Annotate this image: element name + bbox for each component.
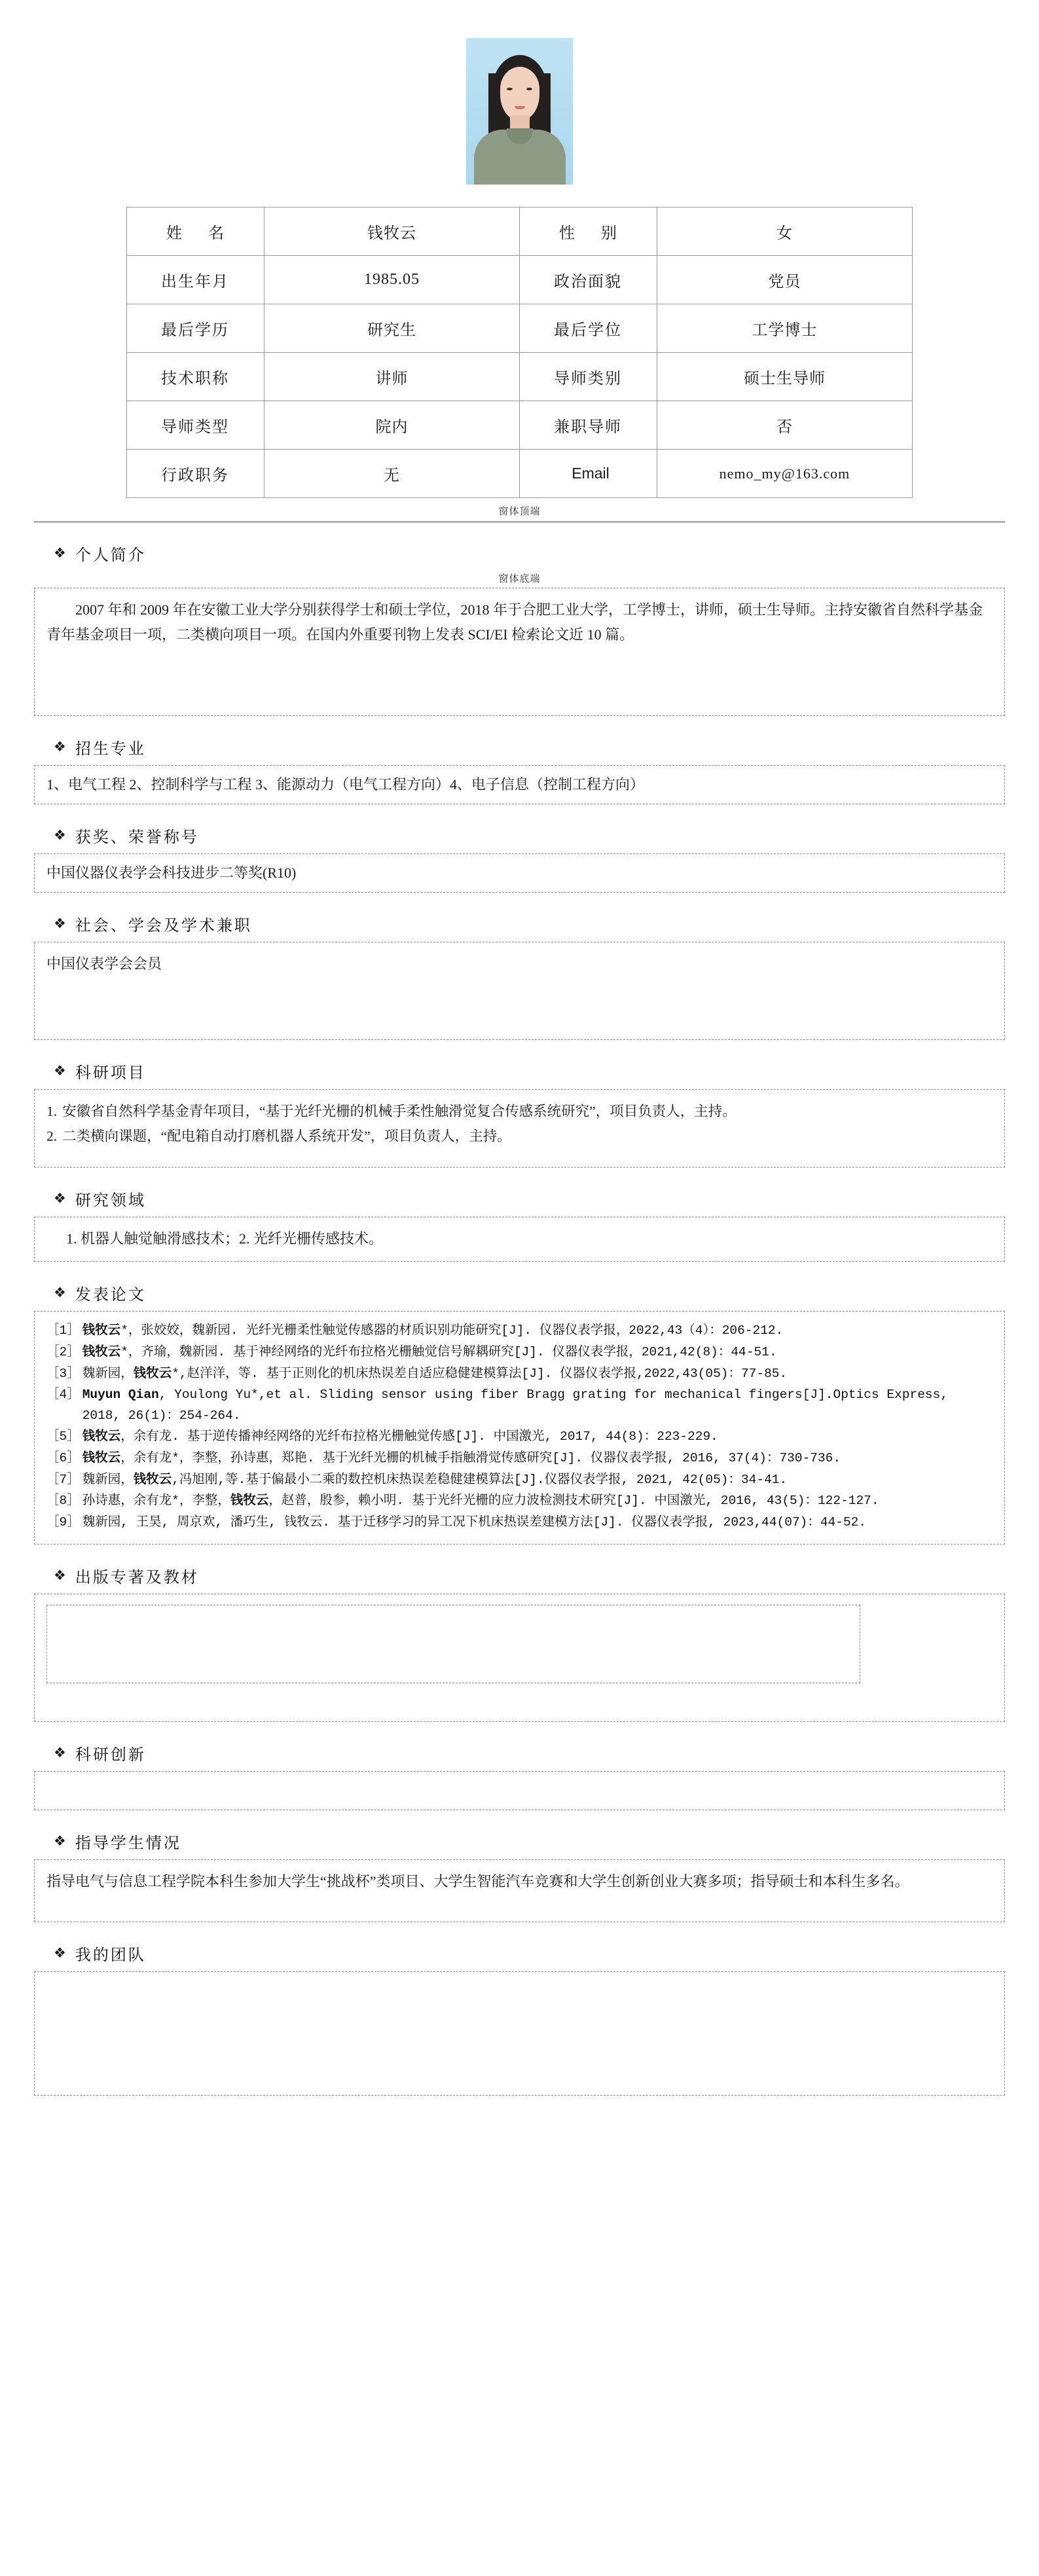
label-degree: 最后学位 [520,304,657,353]
section-title-profile: 个人简介 [75,547,146,564]
section-header-projects [54,1060,1005,1082]
table-row [127,401,913,450]
face-shape [500,67,539,120]
info-table-container [0,207,1039,498]
bullet-icon: ❖ [54,1567,66,1584]
publication-text: Muyun Qian, Youlong Yu*,et al. Sliding sensor using fiber Bragg grating for mechanical fingers[J].Optics Express, 2018, 26(1)：254-264. [82,1387,949,1423]
label-parttime-supervisor: 兼职导师 [520,401,657,450]
section-header-students [54,1830,1005,1853]
bullet-icon: ❖ [54,1745,66,1761]
students-text: 指导电气与信息工程学院本科生参加大学生“挑战杯”类项目、大学生智能汽车竞赛和大学生创新创业大赛多项；指导硕士和本科生多名。 [46,1873,909,1890]
publication-text: 魏新园，钱牧云,冯旭刚,等.基于偏最小二乘的数控机床热误差稳健建模算法[J].仪器仪表学报, 2021, 42(05)：34-41. [82,1472,788,1487]
label-birth: 出生年月 [127,256,264,304]
innovation-box [34,1771,1005,1810]
label-email: Email [520,450,657,498]
section-title-research-fields: 研究领域 [75,1192,146,1209]
publication-item [46,1491,993,1512]
publication-index: ［8］ [46,1494,80,1509]
publication-item [46,1364,993,1385]
social-text: 中国仪表学会会员 [46,955,162,972]
bullet-icon: ❖ [54,1945,66,1961]
photo-container [0,38,1039,185]
table-row [127,353,913,401]
section-header-awards [54,824,1005,847]
publication-item [46,1321,993,1342]
table-row [127,450,913,498]
publications-box [34,1311,1005,1545]
awards-box [34,853,1005,893]
value-name: 钱牧云 [264,207,520,256]
bullet-icon: ❖ [54,739,66,755]
publication-index: ［4］ [46,1387,80,1403]
section-title-students: 指导学生情况 [75,1835,181,1853]
table-row [127,207,913,256]
label-supervisor-category: 导师类别 [520,353,657,401]
label-name: 姓 名 [127,207,264,256]
projects-box [34,1089,1005,1168]
portrait-photo [466,38,573,185]
publication-item [46,1448,993,1469]
list-item [46,1099,993,1124]
value-title: 讲师 [264,353,520,401]
publication-item [46,1427,993,1448]
bullet-icon: ❖ [54,827,66,843]
section-header-research-fields [54,1187,1005,1210]
label-education: 最后学历 [127,304,264,353]
publication-index: ［6］ [46,1450,80,1465]
bullet-icon: ❖ [54,1285,66,1301]
publication-index: ［5］ [46,1429,80,1444]
project-text: 二类横向课题，“配电箱自动打磨机器人系统开发”，项目负责人，主持。 [62,1128,511,1145]
publication-text: 钱牧云*，张姣姣，魏新园. 光纤光栅柔性触觉传感器的材质识别功能研究[J]. 仪器仪表学报，2022,43（4）：206-212. [82,1323,784,1338]
value-email: nemo_my@163.com [657,450,913,498]
section-title-innovation: 科研创新 [75,1747,146,1764]
section-title-team: 我的团队 [75,1947,146,1965]
section-title-awards: 获奖、荣誉称号 [75,829,199,846]
value-parttime-supervisor: 否 [657,401,913,450]
students-box [34,1859,1005,1922]
bullet-icon: ❖ [54,545,66,561]
publication-text: 魏新园, 王昊, 周京欢, 潘巧生, 钱牧云. 基于迁移学习的异工况下机床热误差建模方法[J]. 仪器仪表学报, 2023,44(07)：44-52. [82,1514,867,1530]
publication-index: ［7］ [46,1472,80,1487]
label-supervisor-type: 导师类型 [127,401,264,450]
publication-item [46,1342,993,1363]
eye-left [507,88,513,90]
publication-index: ［1］ [46,1323,80,1338]
project-text: 安徽省自然科学基金青年项目，“基于光纤光栅的机械手柔性触滑觉复合传感系统研究”，项目负责人，主持。 [62,1103,737,1119]
publication-text: 孙诗惠，余有龙*，李整，钱牧云，赵普，殷参，赖小明. 基于光纤光栅的应力波检测技术研究[J]. 中国激光, 2016, 43(5)：122-127. [82,1494,879,1509]
section-header-profile [54,542,1005,565]
project-index: 2. [46,1128,58,1145]
social-box [34,942,1005,1040]
label-title: 技术职称 [127,353,264,401]
books-inner-box [46,1605,860,1683]
team-box [34,1971,1005,2096]
bullet-icon: ❖ [54,1833,66,1850]
bullet-icon: ❖ [54,1062,66,1079]
publication-index: ［3］ [46,1366,80,1381]
section-header-majors [54,736,1005,759]
profile-text: 2007 年和 2009 年在安徽工业大学分别获得学士和硕士学位，2018 年于合肥工业大学，工学博士，讲师，硕士生导师。主持安徽省自然科学基金青年基金项目一项，二类横向项目一项。在国内外重要刊物上发表 SCI/EI 检索论文近 10 篇。 [46,601,983,643]
publication-item [46,1470,993,1491]
label-admin-post: 行政职务 [127,450,264,498]
project-index: 1. [46,1103,58,1119]
publication-index: ［2］ [46,1345,80,1360]
books-box [34,1594,1005,1722]
value-political-status: 党员 [657,256,913,304]
awards-text: 中国仪器仪表学会科技进步二等奖(R10) [46,864,297,881]
table-row [127,304,913,353]
majors-box [34,765,1005,804]
table-row [127,256,913,304]
publication-index: ［9］ [46,1514,80,1530]
value-supervisor-type: 院内 [264,401,520,450]
bullet-icon: ❖ [54,1190,66,1206]
section-header-publications [54,1281,1005,1304]
bullet-icon: ❖ [54,915,66,931]
label-gender: 性 别 [520,207,657,256]
profile-box [34,588,1005,716]
section-title-social: 社会、学会及学术兼职 [75,917,252,935]
value-degree: 工学博士 [657,304,913,353]
section-title-books: 出版专著及教材 [75,1569,199,1587]
eye-right [526,88,532,90]
value-admin-post: 无 [264,450,520,498]
value-education: 研究生 [264,304,520,353]
publication-text: 钱牧云，余有龙. 基于逆传播神经网络的光纤布拉格光栅触觉传感[J]. 中国激光, 2017, 44(8)：223-229. [82,1429,718,1444]
section-header-books [54,1564,1005,1587]
majors-text: 1、电气工程 2、控制科学与工程 3、能源动力（电气工程方向）4、电子信息（控制工程方向） [46,776,645,793]
section-header-innovation [54,1742,1005,1764]
label-political-status: 政治面貌 [520,256,657,304]
section-title-projects: 科研项目 [75,1064,146,1082]
section-header-team [54,1942,1005,1965]
personal-info-table [126,207,913,498]
page-left-margin [0,0,20,2576]
list-item [46,1124,993,1149]
publication-text: 钱牧云*，齐瑜，魏新园. 基于神经网络的光纤布拉格光栅触觉信号解耦研究[J]. 仪器仪表学报，2021,42(8)：44-51. [82,1345,777,1360]
value-supervisor-category: 硕士生导师 [657,353,913,401]
value-birth: 1985.05 [264,256,520,304]
publication-item [46,1512,993,1533]
research-fields-text: 1. 机器人触觉触滑感技术；2. 光纤光栅传感技术。 [66,1230,384,1247]
section-title-publications: 发表论文 [75,1287,146,1304]
value-gender: 女 [657,207,913,256]
publication-item [46,1385,993,1426]
section-header-social [54,912,1005,935]
sections-container [0,542,1039,2096]
section-title-majors: 招生专业 [75,741,146,758]
research-fields-box [34,1217,1005,1262]
publication-text: 魏新园，钱牧云*,赵洋洋，等. 基于正则化的机床热误差自适应稳健建模算法[J]. 仪器仪表学报,2022,43(05)：77-85. [82,1366,788,1381]
mouth [515,106,525,109]
publication-text: 钱牧云，余有龙*，李整，孙诗惠，郑艳. 基于光纤光栅的机械手指触滑觉传感研究[J]. 仪器仪表学报, 2016, 37(4)：730-736. [82,1450,841,1465]
form-top-caption: 窗体顶端 [498,507,541,517]
form-bottom-caption: 窗体底端 [498,574,541,584]
